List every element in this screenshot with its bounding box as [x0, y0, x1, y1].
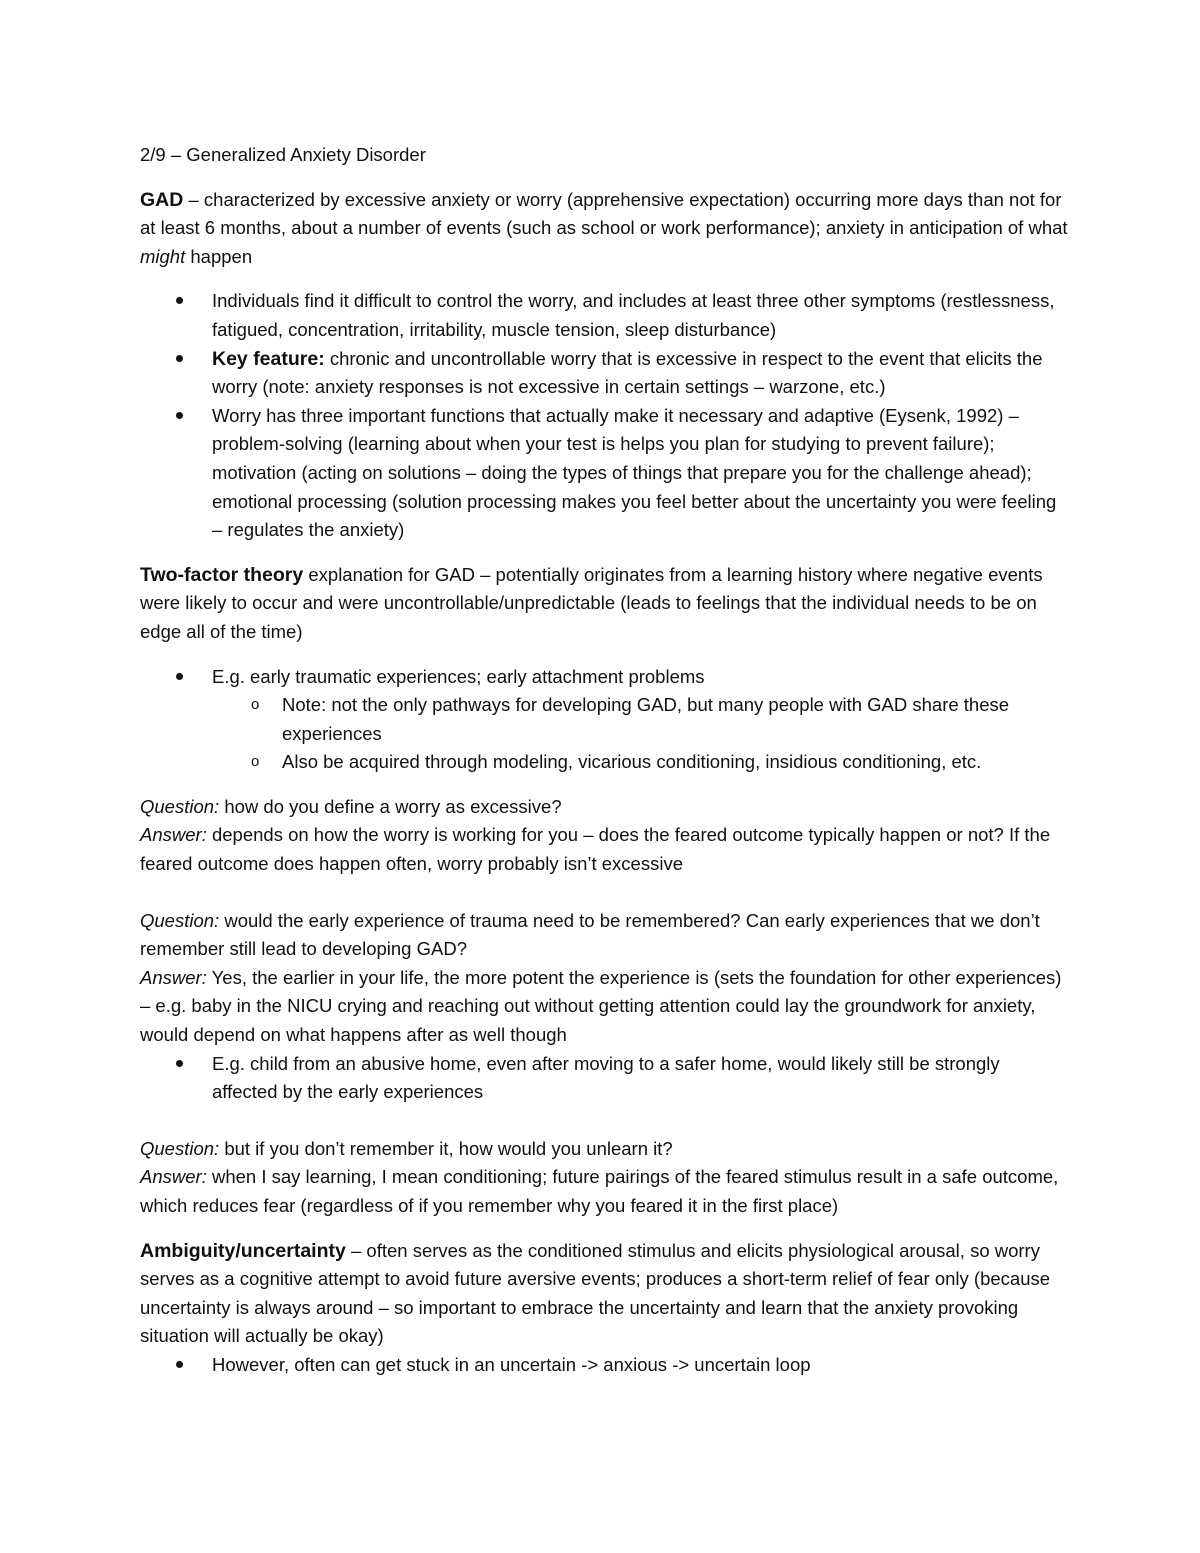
ambiguity-bullet-list	[140, 1351, 1070, 1380]
question-3-label: Question:	[140, 1137, 220, 1159]
gad-bullet-3-text: Worry has three important functions that actually make it necessary and adaptive (Eysenk, 1992) – problem-solving (learning about when your test is helps you plan for studying to prevent failure); motivation (acting on solutions – doing the types of things that prepare you for the challenge ahead); emotional processing (solution processing makes you feel better about the uncertainty you were feeling – regulates the anxiety)	[212, 404, 1057, 541]
spacer	[140, 879, 1070, 907]
answer-3-label: Answer:	[140, 1166, 207, 1188]
gad-bullet-1	[140, 287, 1070, 344]
gad-bullet-3	[140, 402, 1070, 545]
gad-text-2: happen	[185, 245, 253, 267]
answer-3-text: when I say learning, I mean conditioning; future pairings of the feared stimulus result in a safe outcome, which reduces fear (regardless of if you remember why you feared it in the first place)	[140, 1166, 1059, 1216]
question-3-text: but if you don’t remember it, how would you unlearn it?	[219, 1137, 673, 1159]
two-factor-sub-bullet-2	[140, 748, 1070, 777]
question-1-label: Question:	[140, 795, 220, 817]
gad-bullet-2-text: chronic and uncontrollable worry that is excessive in respect to the event that elicits the worry (note: anxiety responses is not excessive in certain settings – warzone, etc.)	[212, 347, 1043, 398]
answer-1-label: Answer:	[140, 824, 207, 846]
answer-2	[140, 964, 1070, 1050]
answer-2-bullet-text: E.g. child from an abusive home, even after moving to a safer home, would likely still be strongly affected by the early experiences	[212, 1052, 1000, 1103]
ambiguity-term: Ambiguity/uncertainty	[140, 1239, 346, 1262]
answer-1-text: depends on how the worry is working for you – does the feared outcome typically happen or not? If the feared outcome does happen often, worry probably isn’t excessive	[140, 824, 1051, 875]
ambiguity-bullet	[140, 1351, 1070, 1380]
question-2-text: would the early experience of trauma need to be remembered? Can early experiences that we don’t remember still lead to developing GAD?	[140, 909, 1040, 960]
gad-bullet-1-text: Individuals find it difficult to control the worry, and includes at least three other symptoms (restlessness, fatigued, concentration, irritability, muscle tension, sleep disturbance)	[212, 290, 1055, 340]
question-1-text: how do you define a worry as excessive?	[219, 795, 562, 817]
page-title: 2/9 – Generalized Anxiety Disorder	[140, 144, 426, 165]
ambiguity-bullet-text: However, often can get stuck in an uncertain -> anxious -> uncertain loop	[212, 1353, 811, 1375]
two-factor-bullet-text: E.g. early traumatic experiences; early attachment problems	[212, 665, 705, 687]
question-2	[140, 907, 1070, 964]
two-factor-bullet-list	[140, 663, 1070, 777]
two-factor-sub-bullet-1-text: Note: not the only pathways for developing GAD, but many people with GAD share these experiences	[282, 694, 1010, 744]
gad-bullet-list	[140, 287, 1070, 544]
two-factor-sub-bullet-1	[140, 691, 1070, 748]
gad-definition	[140, 186, 1070, 272]
two-factor-text: explanation for GAD – potentially originates from a learning history where negative events were likely to occur and were uncontrollable/unpredictable (leads to feelings that the individual needs to be on edge all of the time)	[140, 563, 1043, 642]
gad-term: GAD	[140, 188, 184, 211]
two-factor-sub-bullet-2-text: Also be acquired through modeling, vicarious conditioning, insidious conditioning, etc.	[282, 751, 982, 773]
answer-2-bullet	[140, 1050, 1070, 1107]
two-factor-term: Two-factor theory	[140, 563, 304, 586]
document-body	[140, 141, 1070, 1380]
question-1	[140, 793, 1070, 822]
spacer	[140, 1107, 1070, 1135]
two-factor-paragraph	[140, 561, 1070, 647]
key-feature-label: Key feature:	[212, 347, 325, 370]
ambiguity-paragraph	[140, 1237, 1070, 1351]
answer-2-label: Answer:	[140, 966, 207, 988]
question-2-label: Question:	[140, 909, 220, 931]
answer-3	[140, 1163, 1070, 1220]
answer-1	[140, 821, 1070, 878]
gad-emph: might	[140, 245, 186, 267]
two-factor-bullet	[140, 663, 1070, 692]
question-3	[140, 1135, 1070, 1164]
answer-2-bullet-list	[140, 1050, 1070, 1107]
answer-2-text: Yes, the earlier in your life, the more potent the experience is (sets the foundation for other experiences) – e.g. baby in the NICU crying and reaching out without getting attention could lay the groundwork for anxiety, would depend on what happens after as well though	[140, 966, 1062, 1046]
gad-text-1: – characterized by excessive anxiety or worry (apprehensive expectation) occurring more days than not for at least 6 months, about a number of events (such as school or work performance); anxiety in anticipation of what	[140, 188, 1068, 239]
gad-bullet-2	[140, 345, 1070, 402]
ambiguity-text: – often serves as the conditioned stimulus and elicits physiological arousal, so worry serves as a cognitive attempt to avoid future aversive events; produces a short-term relief of fear only (because uncertainty is always around – so important to embrace the uncertainty and learn that the anxiety provoking situation will actually be okay)	[140, 1239, 1051, 1347]
